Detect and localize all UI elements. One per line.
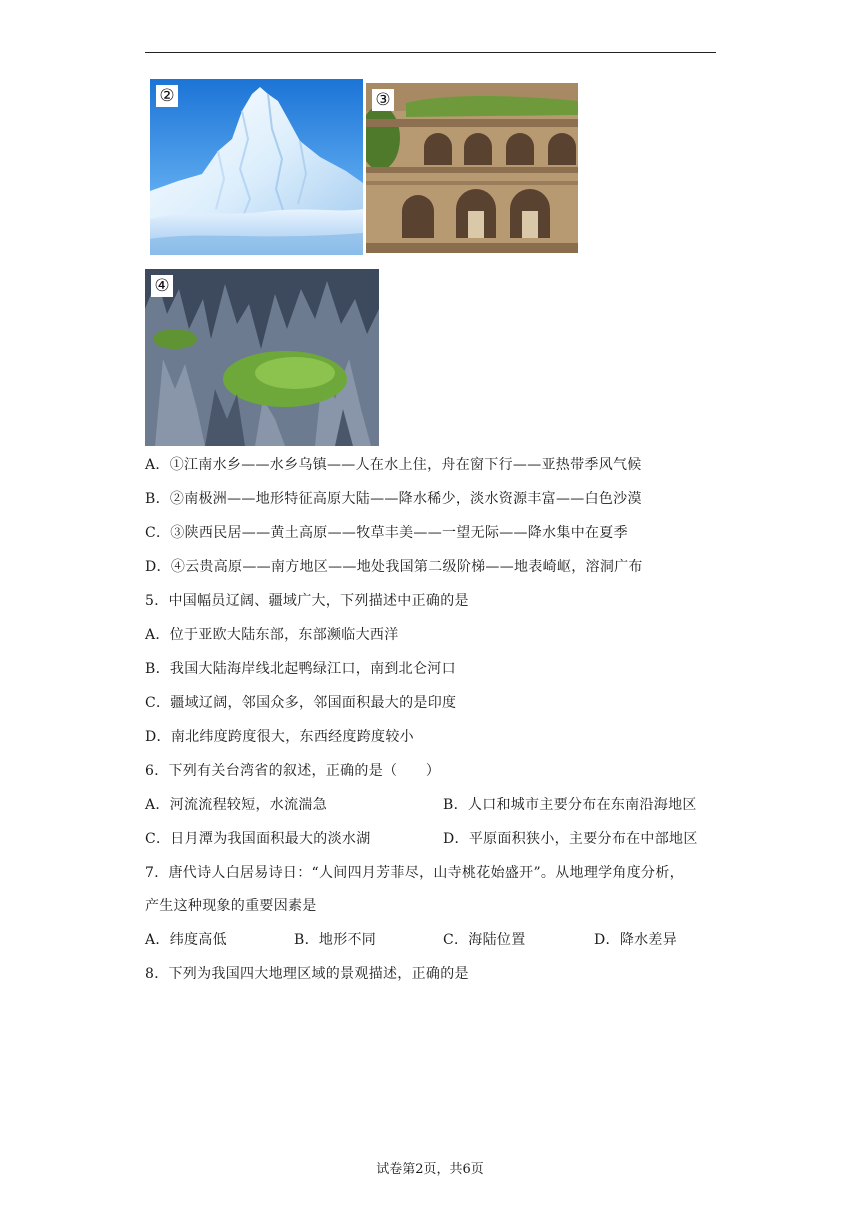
q6-option-b: B．人口和城市主要分布在东南沿海地区 (443, 797, 697, 813)
iceberg-image (150, 79, 363, 255)
q7-option-d: D．降水差异 (594, 932, 678, 948)
image-label-3: ③ (372, 89, 394, 111)
q7-stem-line1: 7．唐代诗人白居易诗日：“人间四月芳菲尽，山寺桃花始盛开”。从地理学角度分析， (145, 865, 684, 881)
q5-option-a: A．位于亚欧大陆东部，东部濒临大西洋 (145, 627, 399, 643)
q7-option-c: C．海陆位置 (443, 932, 526, 948)
q5-option-b: B．我国大陆海岸线北起鸭绿江口，南到北仑河口 (145, 661, 456, 677)
image-label-4: ④ (151, 275, 173, 297)
page-footer: 试卷第2页，共6页 (376, 1162, 484, 1177)
q4-option-a: A．①江南水乡——水乡乌镇——人在水上住，舟在窗下行——亚热带季风气候 (145, 457, 642, 473)
q4-option-c: C．③陕西民居——黄土高原——牧草丰美——一望无际——降水集中在夏季 (145, 525, 628, 541)
cave-dwelling-image (366, 83, 578, 253)
q7-option-b: B．地形不同 (294, 932, 377, 948)
iceberg-illustration (150, 79, 363, 255)
q5-stem: 5．中国幅员辽阔、疆域广大，下列描述中正确的是 (145, 593, 469, 609)
q7-stem-line2: 产生这种现象的重要因素是 (145, 898, 317, 914)
q5-option-c: C．疆域辽阔，邻国众多，邻国面积最大的是印度 (145, 695, 457, 711)
stone-forest-image (145, 269, 379, 446)
stone-forest-illustration (145, 269, 379, 446)
q7-option-a: A．纬度高低 (145, 932, 227, 948)
q4-option-d: D．④云贵高原——南方地区——地处我国第二级阶梯——地表崎岖，溶洞广布 (145, 559, 643, 575)
q6-stem: 6．下列有关台湾省的叙述，正确的是（ ） (145, 763, 441, 779)
q5-option-d: D．南北纬度跨度很大，东西经度跨度较小 (145, 729, 414, 745)
q6-option-c: C．日月潭为我国面积最大的淡水湖 (145, 831, 371, 847)
cave-dwelling-illustration (366, 83, 578, 253)
q4-option-b: B．②南极洲——地形特征高原大陆——降水稀少，淡水资源丰富——白色沙漠 (145, 491, 642, 507)
q8-stem: 8．下列为我国四大地理区域的景观描述，正确的是 (145, 966, 469, 982)
header-rule (145, 52, 716, 53)
q6-option-d: D．平原面积狭小，主要分布在中部地区 (443, 831, 698, 847)
image-label-2: ② (156, 85, 178, 107)
q6-option-a: A．河流流程较短，水流湍急 (145, 797, 328, 813)
